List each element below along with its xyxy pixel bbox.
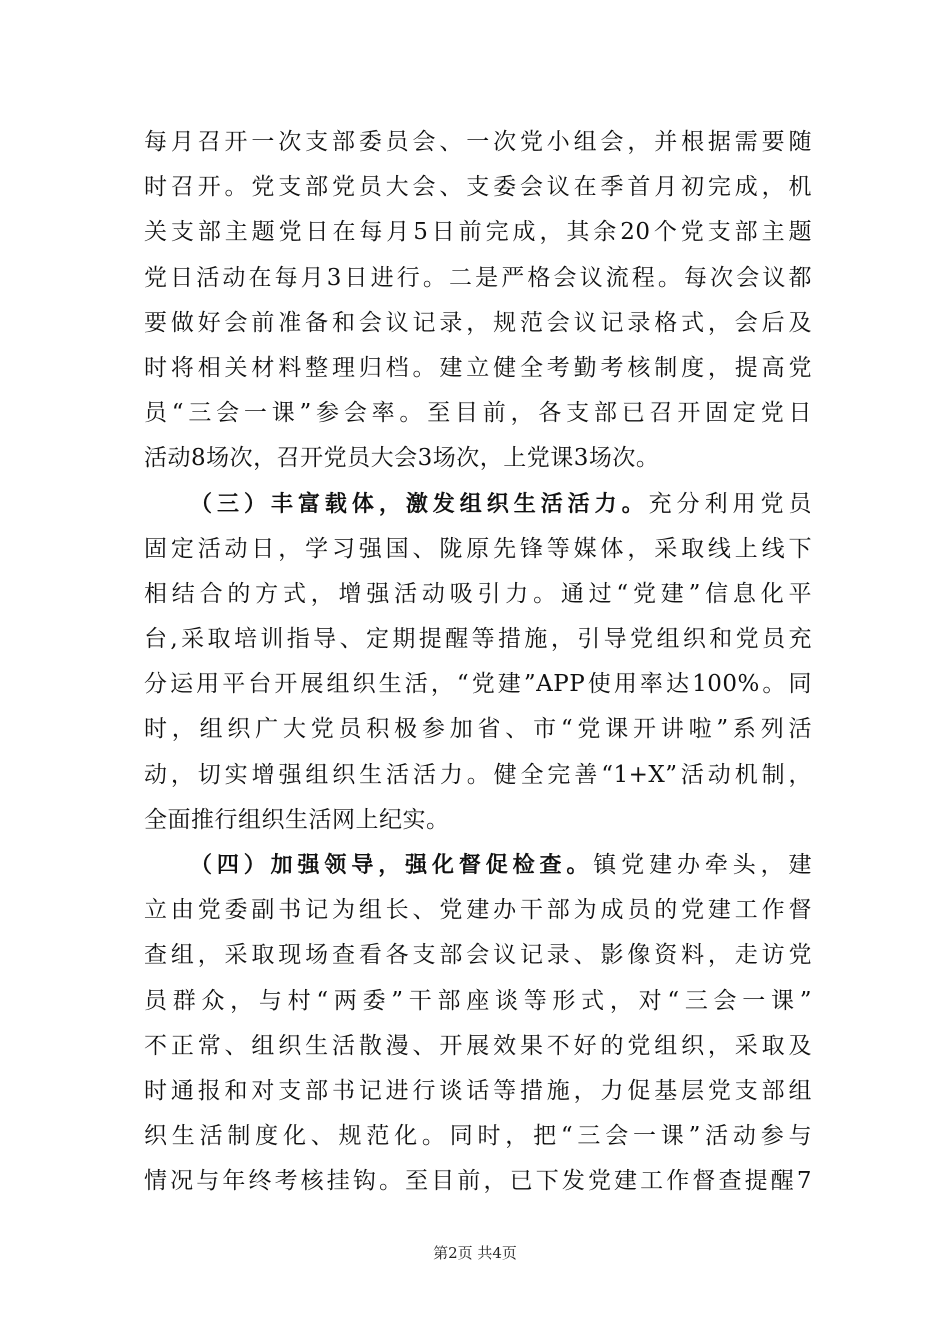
text-line: 要做好会前准备和会议记录，规范会议记录格式，会后及 (144, 309, 812, 336)
text-line: 党日活动在每月3日进行。二是严格会议流程。每次会议都 (144, 264, 812, 291)
text-line: 全面推行组织生活网上纪实。 (144, 806, 450, 833)
text-span: 镇党建办牵头，建 (593, 852, 812, 878)
text-line: 员群众，与村“两委”干部座谈等形式，对“三会一课” (144, 987, 812, 1014)
text-line: 时通报和对支部书记进行谈话等措施，力促基层党支部组 (144, 1077, 812, 1104)
text-line: 分运用平台开展组织生活，“党建”APP使用率达100%。同 (144, 671, 812, 698)
text-line: 相结合的方式，增强活动吸引力。通过“党建”信息化平 (144, 580, 812, 607)
text-line: 不正常、组织生活散漫、开展效果不好的党组织，采取及 (144, 1032, 812, 1059)
paragraph-first-line (144, 843, 812, 888)
text-line: 活动8场次，召开党员大会3场次，上党课3场次。 (144, 445, 660, 472)
text-line: 固定活动日，学习强国、陇原先锋等媒体，采取线上线下 (144, 535, 812, 562)
text-line: 动，切实增强组织生活活力。健全完善“1+X”活动机制， (144, 761, 812, 788)
body-text (144, 120, 812, 1205)
text-line: 查组，采取现场查看各支部会议记录、影像资料，走访党 (144, 942, 812, 969)
section-heading: （四）加强领导，强化督促检查。 (190, 853, 594, 878)
page-number-footer: 第2页 共4页 (433, 1244, 517, 1262)
text-line: 时召开。党支部党员大会、支委会议在季首月初完成，机 (144, 174, 812, 201)
text-line: 立由党委副书记为组长、党建办干部为成员的党建工作督 (144, 897, 812, 924)
text-line: 关支部主题党日在每月5日前完成，其余20个党支部主题 (144, 219, 812, 246)
text-line: 情况与年终考核挂钩。至目前，已下发党建工作督查提醒7 (144, 1168, 812, 1195)
paragraph-first-line (144, 482, 812, 527)
text-line: 时将相关材料整理归档。建立健全考勤考核制度，提高党 (144, 354, 812, 381)
text-line: 织生活制度化、规范化。同时，把“三会一课”活动参与 (144, 1123, 812, 1150)
text-span: 充分利用党员 (648, 490, 812, 517)
text-line: 时，组织广大党员积极参加省、市“党课开讲啦”系列活 (144, 716, 812, 743)
text-line: 台,采取培训指导、定期提醒等措施，引导党组织和党员充 (144, 626, 812, 653)
section-heading: （三）丰富载体，激发组织生活活力。 (190, 491, 649, 517)
text-line: 员“三会一课”参会率。至目前，各支部已召开固定党日 (144, 400, 812, 427)
text-line: 每月召开一次支部委员会、一次党小组会，并根据需要随 (144, 129, 812, 155)
